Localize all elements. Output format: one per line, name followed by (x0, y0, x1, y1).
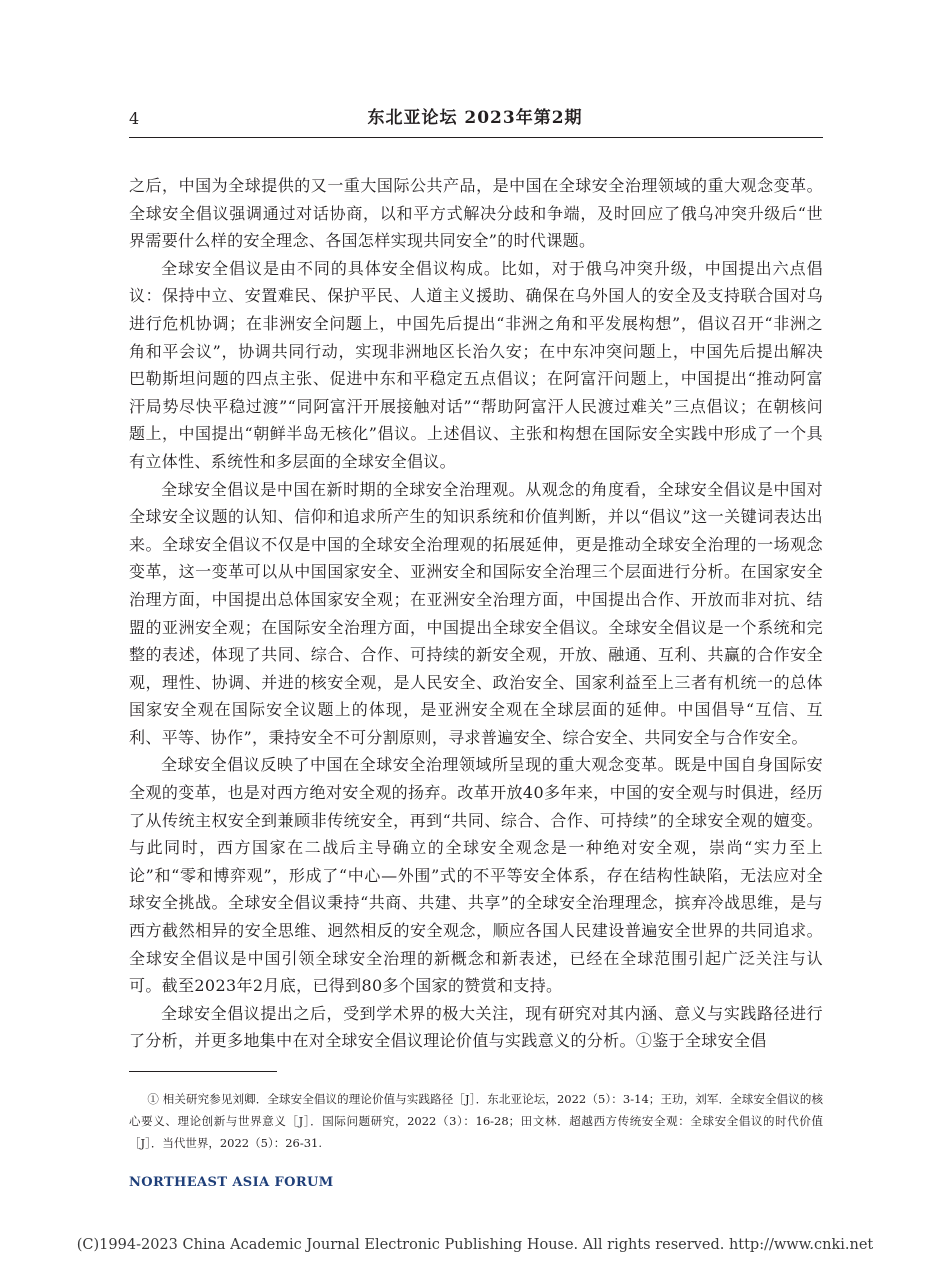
header-rule (129, 137, 823, 138)
paragraph-5: 全球安全倡议提出之后，受到学术界的极大关注，现有研究对其内涵、意义与实践路径进行了分析，并更多地集中在对全球安全倡议理论价值与实践意义的分析。①鉴于全球安全倡 (129, 1003, 823, 1051)
footnote: ① 相关研究参见刘卿．全球安全倡议的理论价值与实践路径［J］．东北亚论坛，2022（5）：3-14；王玏，刘军．全球安全倡议的核心要义、理论创新与世界意义［J］．国际问题研究，2022（3）：16-28；田文林．超越西方传统安全观：全球安全倡议的时代价值［J］．当代世界，2022（5）：26-31. (129, 1092, 823, 1150)
paragraph-2: 全球安全倡议是由不同的具体安全倡议构成。比如，对于俄乌冲突升级，中国提出六点倡议：保持中立、安置难民、保护平民、人道主义援助、确保在乌外国人的安全及支持联合国对乌进行危机协调；在非洲安全问题上，中国先后提出“非洲之角和平发展构想”，倡议召开“非洲之角和平会议”，协调共同行动，实现非洲地区长治久安；在中东冲突问题上，中国先后提出解决巴勒斯坦问题的四点主张、促进中东和平稳定五点倡议；在阿富汗问题上，中国提出“推动阿富汗局势尽快平稳过渡”“同阿富汗开展接触对话”“帮助阿富汗人民渡过难关”三点倡议；在朝核问题上，中国提出“朝鲜半岛无核化”倡议。上述倡议、主张和构想在国际安全实践中形成了一个具有立体性、系统性和多层面的全球安全倡议。 (129, 258, 823, 471)
paragraph-3: 全球安全倡议是中国在新时期的全球安全治理观。从观念的角度看，全球安全倡议是中国对全球安全议题的认知、信仰和追求所产生的知识系统和价值判断，并以“倡议”这一关键词表达出来。全球安全倡议不仅是中国的全球安全治理观的拓展延伸，更是推动全球安全治理的一场观念变革，这一变革可以从中国国家安全、亚洲安全和国际安全治理三个层面进行分析。在国家安全治理方面，中国提出总体国家安全观；在亚洲安全治理方面，中国提出合作、开放而非对抗、结盟的亚洲安全观；在国际安全治理方面，中国提出全球安全倡议。全球安全倡议是一个系统和完整的表述，体现了共同、综合、合作、可持续的新安全观，开放、融通、互利、共赢的合作安全观，理性、协调、并进的核安全观，是人民安全、政治安全、国家利益至上三者有机统一的总体国家安全观在国际安全议题上的体现，是亚洲安全观在全球层面的延伸。中国倡导“互信、互利、平等、协作”，秉持安全不可分割原则，寻求普遍安全、综合安全、共同安全与合作安全。 (129, 479, 823, 747)
paragraph-4: 全球安全倡议反映了中国在全球安全治理领域所呈现的重大观念变革。既是中国自身国际安全观的变革，也是对西方绝对安全观的扬弃。改革开放40多年来，中国的安全观与时俱进，经历了从传统主权安全到兼顾非传统安全，再到“共同、综合、合作、可持续”的全球安全观的嬗变。与此同时，西方国家在二战后主导确立的全球安全观念是一种绝对安全观，崇尚“实力至上论”和“零和博弈观”，形成了“中心—外围”式的不平等安全体系，存在结构性缺陷，无法应对全球安全挑战。全球安全倡议秉持“共商、共建、共享”的全球安全治理理念，摈弃冷战思维，是与西方截然相异的安全思维、迥然相反的安全观念，顺应各国人民建设普遍安全世界的共同追求。全球安全倡议是中国引领全球安全治理的新概念和新表述，已经在全球范围引起广泛关注与认可。截至2023年2月底，已得到80多个国家的赞赏和支持。 (129, 755, 823, 996)
running-header: 东北亚论坛 2023年第2期 (367, 108, 583, 128)
journal-name: NORTHEAST ASIA FORUM (129, 1175, 334, 1190)
copyright-notice: (C)1994-2023 China Academic Journal Electronic Publishing House. All rights reserved. http://www.cnki.net (76, 1237, 874, 1253)
footnote-rule (129, 1071, 277, 1072)
page-number: 4 (129, 109, 140, 128)
body-text (129, 172, 823, 1055)
paragraph-1: 之后，中国为全球提供的又一重大国际公共产品，是中国在全球安全治理领域的重大观念变革。全球安全倡议强调通过对话协商，以和平方式解决分歧和争端，及时回应了俄乌冲突升级后“世界需要什么样的安全理念、各国怎样实现共同安全”的时代课题。 (129, 176, 823, 251)
